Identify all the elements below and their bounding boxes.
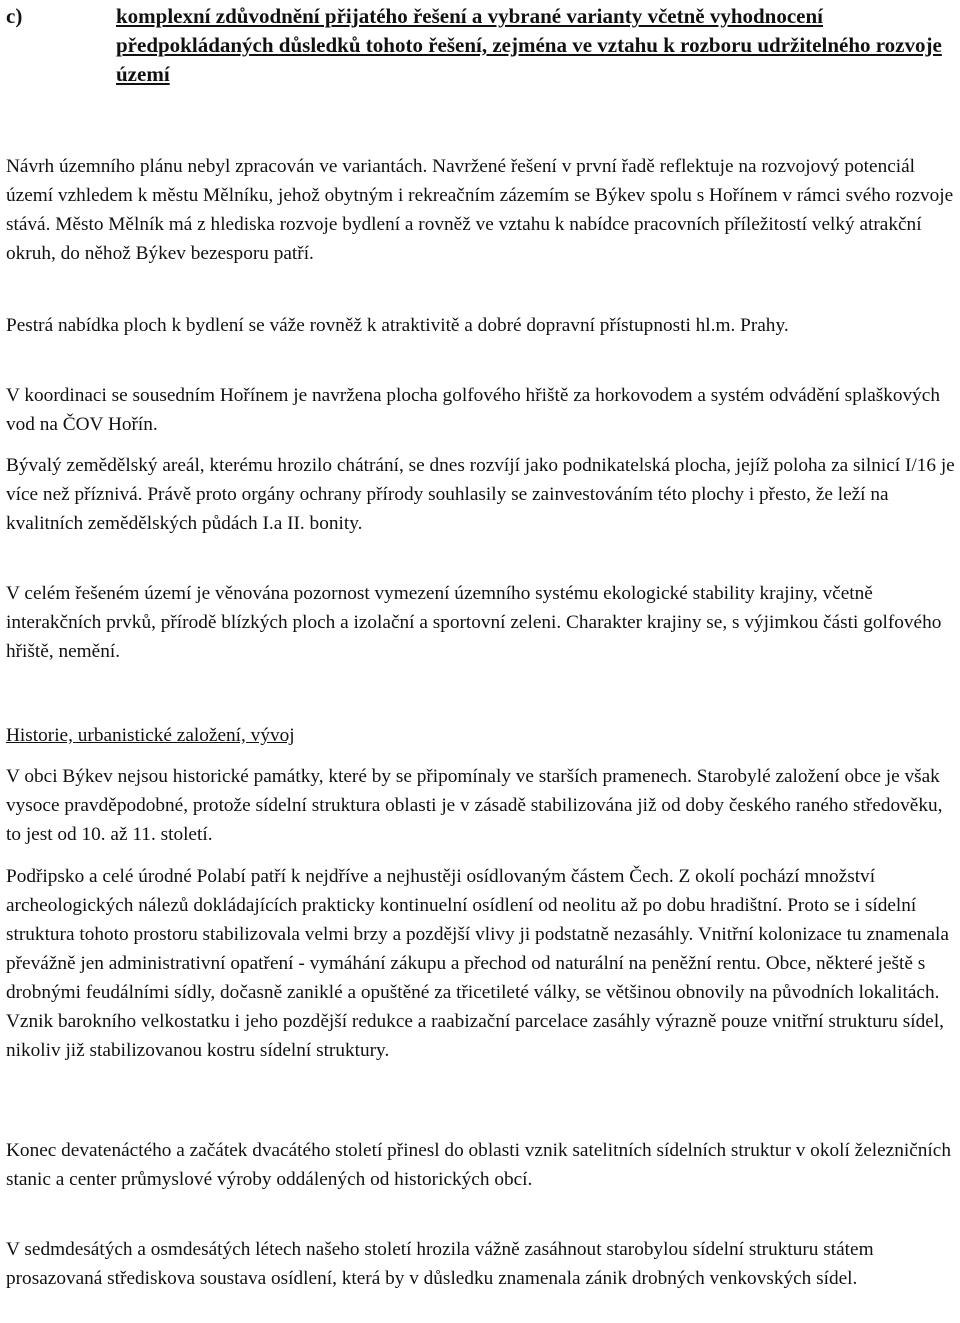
- subheading-history: Historie, urbanistické založení, vývoj: [6, 725, 295, 746]
- section-heading: [6, 2, 946, 89]
- paragraph-ecological-stability: V celém řešeném území je věnována pozornost vymezení územního systému ekologické stability krajiny, včetně interakčních prvků, přírodě blízkých ploch a izolační a sportovní zeleni. Charakter krajiny se, s výjimkou části golfového hřiště, nemění.: [6, 583, 942, 662]
- paragraph-history-monuments: V obci Býkev nejsou historické památky, které by se připomínaly ve starších pramenech. Starobylé založení obce je však vysoce pravděpodobné, protože sídelní struktura oblasti je v zásadě stabilizována již od doby českého raného středověku, to jest od 10. až 11. století.: [6, 766, 943, 845]
- paragraph-history-70s-80s: V sedmdesátých a osmdesátých létech našeho století hrozila vážně zasáhnout starobylou sídelní strukturu státem prosazovaná střediskova soustava osídlení, která by v důsledku znamenala zánik drobných venkovských sídel.: [6, 1239, 874, 1289]
- section-title: komplexní zdůvodnění přijatého řešení a vybrané varianty včetně vyhodnocení předpokládaných důsledků tohoto řešení, zejména ve vztahu k rozboru udržitelného rozvoje území: [116, 4, 942, 86]
- paragraph-golf: V koordinaci se sousedním Hořínem je navržena plocha golfového hřiště za horkovodem a systém odvádění splaškových vod na ČOV Hořín.: [6, 385, 941, 435]
- paragraph-history-19th-century: Konec devatenáctého a začátek dvacátého století přinesl do oblasti vznik satelitních sídelních struktur v okolí železničních stanic a center průmyslové výroby oddálených od historických obcí.: [6, 1140, 951, 1190]
- section-number: c): [6, 4, 23, 28]
- paragraph-variants: Návrh územního plánu nebyl zpracován ve variantách. Navržené řešení v první řadě reflektuje na rozvojový potenciál území vzhledem k městu Mělníku, jehož obytným i rekreačním zázemím se Býkev spolu s Hořínem v rámci svého rozvoje stává. Město Mělník má z hlediska rozvoje bydlení a rovněž ve vztahu k nabídce pracovních příležitostí velký atrakční okruh, do něhož Býkev bezesporu patří.: [6, 156, 954, 264]
- paragraph-agricultural-area: Bývalý zemědělský areál, kterému hrozilo chátrání, se dnes rozvíjí jako podnikatelská plocha, jejíž poloha za silnicí I/16 je více než příznivá. Právě proto orgány ochrany přírody souhlasily se zainvestováním této plochy i přesto, že leží na kvalitních zemědělských půdách I.a II. bonity.: [6, 455, 955, 534]
- paragraph-history-polabi: Podřipsko a celé úrodné Polabí patří k nejdříve a nejhustěji osídlovaným částem Čech. Z okolí pochází množství archeologických nálezů dokládajících prakticky kontinuelní osídlení od neolitu až po dobu hradištní. Proto se i sídelní struktura tohoto prostoru stabilizovala velmi brzy a pozdější vlivy ji podstatně nezasáhly. Vnitřní kolonizace tu znamenala převážně jen administrativní opatření - vymáhání zákupu a přechod od naturální na peněžní rentu. Obce, některé ještě s drobnými feudálními sídly, dočasně zaniklé a opuštěné za třicetileté války, se většinou obnovily na původních lokalitách. Vznik barokního velkostatku i jeho pozdější redukce a raabizační parcelace zasáhly výrazně pouze vnitřní strukturu sídel, nikoliv již stabilizovanou kostru sídelní struktury.: [6, 866, 949, 1061]
- paragraph-prague: Pestrá nabídka ploch k bydlení se váže rovněž k atraktivitě a dobré dopravní přístupnosti hl.m. Prahy.: [6, 315, 789, 336]
